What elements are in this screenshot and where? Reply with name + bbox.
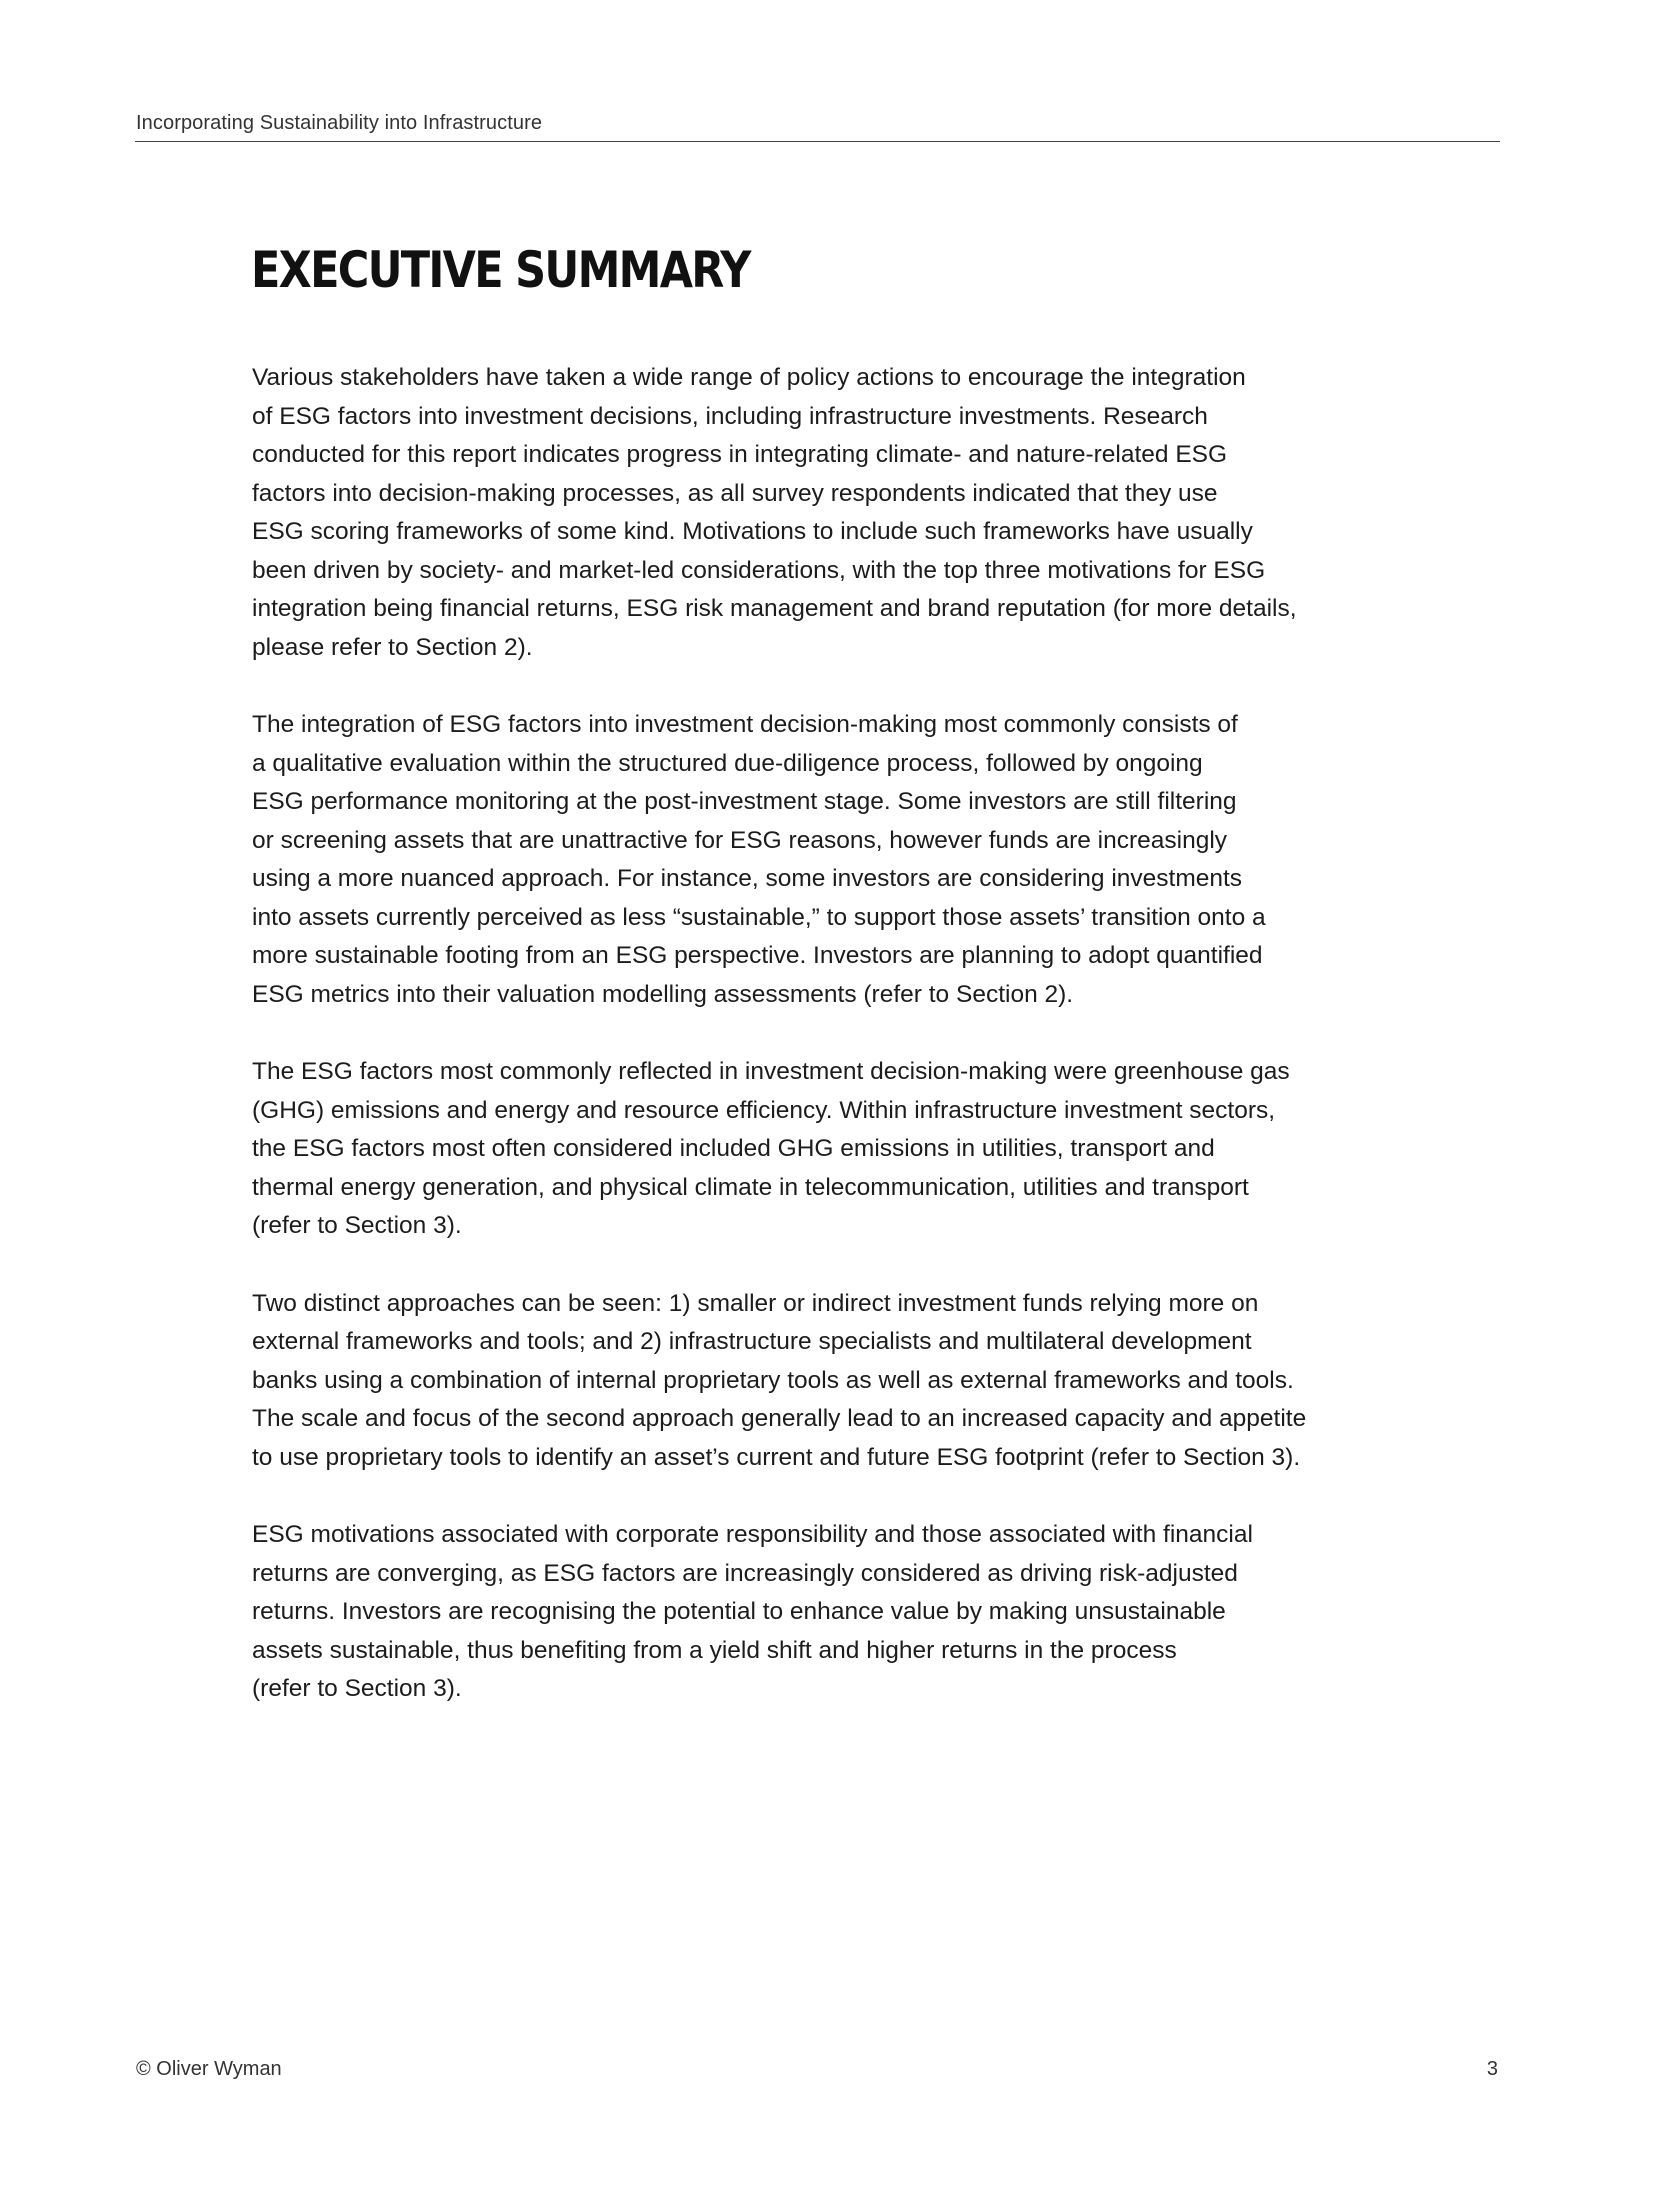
- text-line: (refer to Section 3).: [252, 1212, 462, 1239]
- text-line: integration being financial returns, ESG risk management and brand reputation (for more details,: [252, 595, 1297, 622]
- text-line: Various stakeholders have taken a wide range of policy actions to encourage the integration: [252, 364, 1246, 391]
- text-line: been driven by society- and market-led considerations, with the top three motivations for ESG: [252, 556, 1266, 584]
- text-line: more sustainable footing from an ESG perspective. Investors are planning to adopt quantified: [252, 942, 1263, 969]
- text-line: The ESG factors most commonly reflected in investment decision-making were greenhouse gas: [252, 1058, 1290, 1085]
- paragraph-3: [252, 1053, 1402, 1246]
- running-header-title: Incorporating Sustainability into Infrastructure: [136, 112, 543, 134]
- text-line: The integration of ESG factors into investment decision-making most commonly consists of: [252, 711, 1238, 738]
- text-line: into assets currently perceived as less “sustainable,” to support those assets’ transition onto a: [252, 903, 1266, 931]
- paragraph-5: [252, 1516, 1402, 1709]
- text-line: conducted for this report indicates progress in integrating climate- and nature-related ESG: [252, 441, 1228, 468]
- text-line: returns. Investors are recognising the potential to enhance value by making unsustainable: [252, 1598, 1226, 1625]
- text-line: (GHG) emissions and energy and resource efficiency. Within infrastructure investment sectors,: [252, 1096, 1276, 1124]
- text-line: ESG performance monitoring at the post-investment stage. Some investors are still filtering: [252, 788, 1237, 815]
- page-header: [135, 109, 1500, 142]
- text-line: assets sustainable, thus benefiting from a yield shift and higher returns in the process: [252, 1636, 1177, 1664]
- text-line: Two distinct approaches can be seen: 1) smaller or indirect investment funds relying more on: [252, 1289, 1259, 1317]
- text-line: the ESG factors most often considered included GHG emissions in utilities, transport and: [252, 1135, 1215, 1162]
- text-line: using a more nuanced approach. For instance, some investors are considering investments: [252, 865, 1243, 892]
- body-text: [252, 359, 1402, 1748]
- text-line: ESG metrics into their valuation modelling assessments (refer to Section 2).: [252, 980, 1074, 1008]
- text-line: to use proprietary tools to identify an asset’s current and future ESG footprint (refer to Section 3).: [252, 1443, 1301, 1471]
- paragraph-4: [252, 1285, 1402, 1478]
- page-title: EXECUTIVE SUMMARY: [251, 241, 750, 299]
- paragraph-1: [252, 359, 1402, 667]
- text-line: factors into decision-making processes, as all survey respondents indicated that they use: [252, 479, 1218, 507]
- footer-copyright: © Oliver Wyman: [136, 2058, 282, 2080]
- text-line: ESG motivations associated with corporate responsibility and those associated with financial: [252, 1521, 1253, 1548]
- text-line: external frameworks and tools; and 2) infrastructure specialists and multilateral development: [252, 1328, 1252, 1355]
- text-line: returns are converging, as ESG factors are increasingly considered as driving risk-adjusted: [252, 1559, 1238, 1587]
- text-line: or screening assets that are unattractive for ESG reasons, however funds are increasingly: [252, 826, 1228, 854]
- footer-page-number: 3: [1486, 2058, 1498, 2080]
- text-line: please refer to Section 2).: [252, 633, 533, 661]
- text-line: banks using a combination of internal proprietary tools as well as external frameworks and tools.: [252, 1366, 1294, 1394]
- text-line: (refer to Section 3).: [252, 1675, 462, 1702]
- text-line: The scale and focus of the second approach generally lead to an increased capacity and appetite: [252, 1405, 1307, 1432]
- text-line: thermal energy generation, and physical climate in telecommunication, utilities and transport: [252, 1173, 1249, 1201]
- text-line: of ESG factors into investment decisions, including infrastructure investments. Research: [252, 402, 1208, 430]
- text-line: ESG scoring frameworks of some kind. Motivations to include such frameworks have usually: [252, 518, 1253, 545]
- paragraph-2: [252, 706, 1402, 1014]
- text-line: a qualitative evaluation within the structured due-diligence process, followed by ongoing: [252, 749, 1203, 777]
